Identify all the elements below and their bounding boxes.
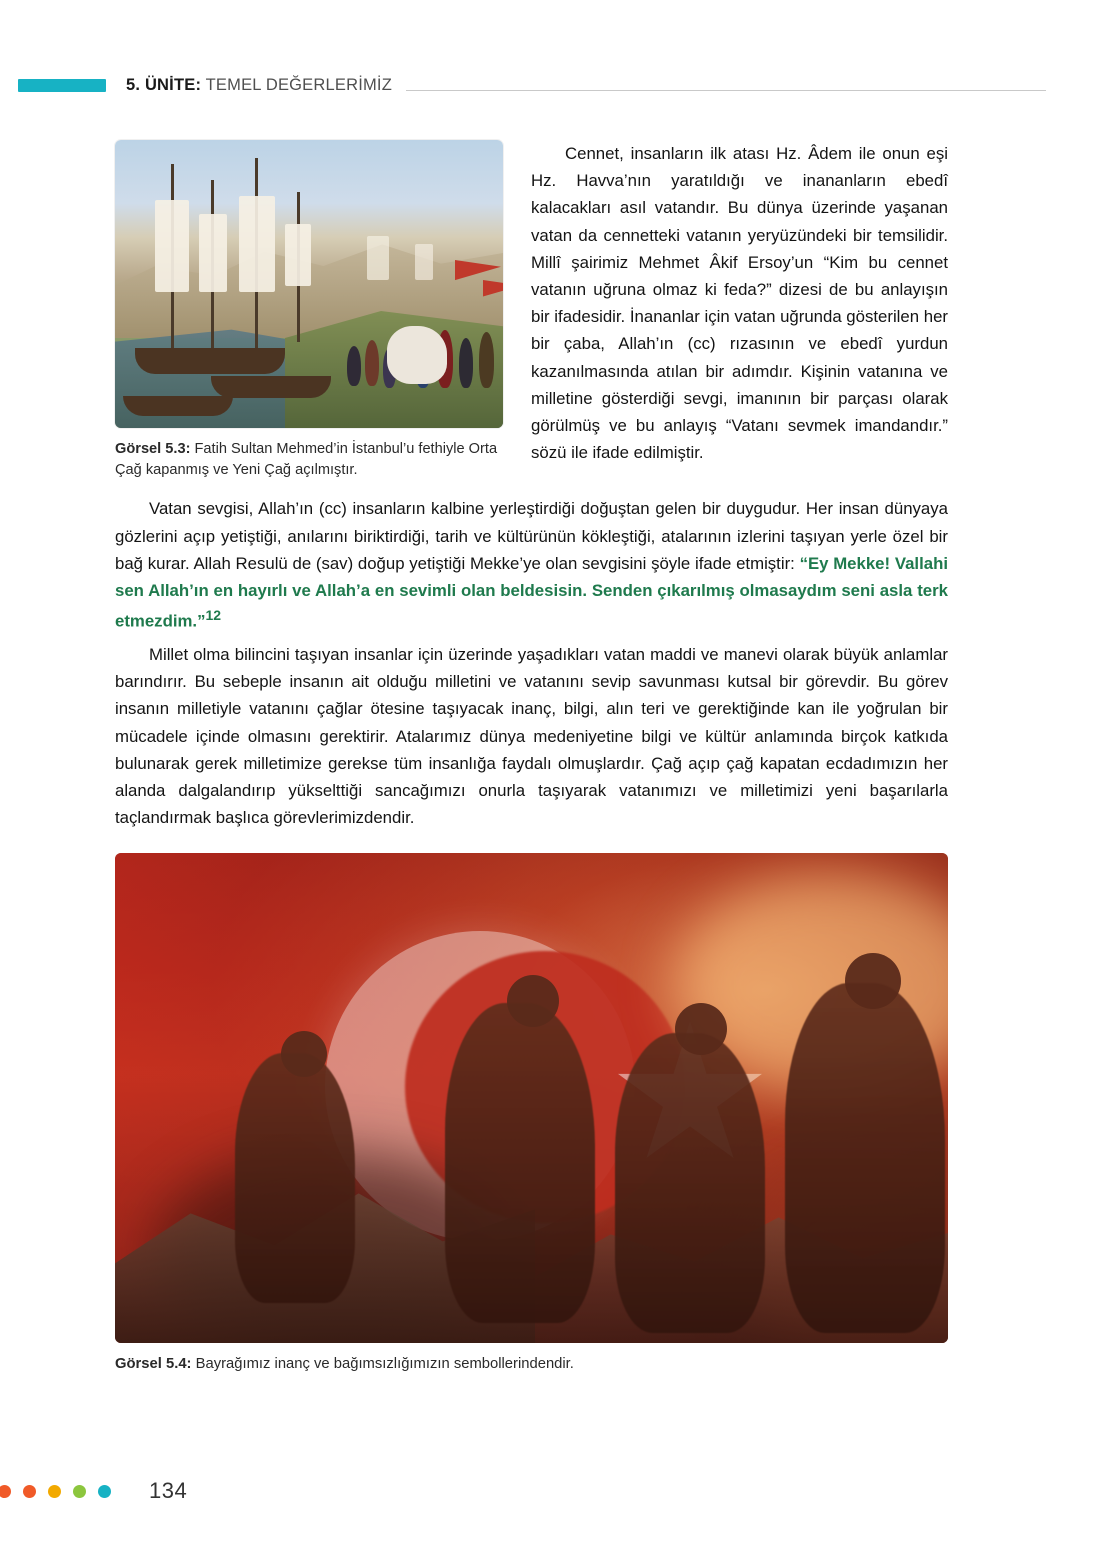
figure-5-3 bbox=[115, 140, 503, 481]
footer-dot-3 bbox=[48, 1485, 61, 1498]
header-accent-bar bbox=[18, 79, 106, 92]
figure-5-3-caption-label: Görsel 5.3: bbox=[115, 441, 191, 457]
figure-5-4-caption-text: Bayrağımız inanç ve bağımsızlığımızın sembollerindendir. bbox=[191, 1356, 574, 1373]
figure-5-3-caption bbox=[115, 439, 503, 481]
flag-composition-illustration bbox=[115, 853, 948, 1343]
hadith-quote: “Ey Mekke! Vallahi sen Allah’ın en hayırlı ve Allah’a en sevimli olan beldesisin. Senden çıkarılmış olmasaydım seni asla terk etmezdim.” bbox=[115, 553, 948, 631]
figure-5-4 bbox=[115, 853, 948, 1372]
figure-5-3-caption-text: Fatih Sultan Mehmed’in İstanbul’u fethiyle Orta Çağ kapanmış ve Yeni Çağ açılmıştır. bbox=[115, 441, 498, 479]
unit-label: 5. ÜNİTE: bbox=[126, 75, 202, 94]
page-content bbox=[115, 140, 948, 1372]
footer-dot-5 bbox=[98, 1485, 111, 1498]
page-header bbox=[0, 72, 1106, 98]
body-text bbox=[115, 495, 948, 831]
figure-5-4-caption bbox=[115, 1356, 948, 1372]
figure-5-4-image bbox=[115, 853, 948, 1343]
paragraph-3: Millet olma bilincini taşıyan insanlar için üzerinde yaşadıkları vatan maddi ve manevi olarak büyük anlamlar barındırır. Bu sebeple insanın ait olduğu milletini ve vatanını sevip savunması kutsal bir görevdir. Bu görev insanın milletiyle vatanını çağlar ötesine taşıyacak inanç, bilgi, alın teri ve gerektiğinde kan ile yoğrulan bir mücadele içinde olmasını gerektirir. Atalarımız dünya medeniyetine bilgi ve kültür anlamında birçok katkıda bulunarak gerek milletimize gerekse tüm insanlığa faydalı olmuşlardır. Çağ açıp çağ kapatan ecdadımızın her alanda dalgalandırıp yükselttiği sancağımızı onurla taşıyarak vatanımızı ve milletimizi yeni başarılarla taçlandırmak başlıca görevlerimizdendir. bbox=[115, 644, 948, 828]
top-block bbox=[115, 140, 948, 481]
paragraph-2-text: Vatan sevgisi, Allah’ın (cc) insanların kalbine yerleştirdiği doğuştan gelen bir duygudur. Her insan dünyaya gözlerini açıp yetiştiği, anılarını biriktirdiği, tarih ve kültürünün kökleştiği, atalarının izlerini taşıyan yerle özel bir bağ kurar. Allah Resulü de (sav) doğup yetiştiği Mekke’ye olan sevgisini şöyle ifade etmiştir: bbox=[115, 499, 948, 573]
header-title bbox=[126, 76, 392, 95]
footer-dot-1 bbox=[0, 1485, 11, 1498]
unit-title: TEMEL DEĞERLERİMİZ bbox=[205, 75, 392, 94]
figure-5-3-image bbox=[115, 140, 503, 428]
page-footer bbox=[0, 1474, 1106, 1508]
intro-paragraph-column bbox=[531, 140, 948, 466]
header-divider bbox=[406, 90, 1046, 91]
paragraph-1: Cennet, insanların ilk atası Hz. Âdem ile onun eşi Hz. Havva’nın yaratıldığı ve inananların ebedî kalacakları asıl vatandır. Bu dünya üzerinde yaşanan vatan da cennetteki vatanın yeryüzündeki bir temsilidir. Millî şairimiz Mehmet Âkif Ersoy’un “Kim bu cennet vatanın uğruna olmaz ki feda?” dizesi de bu anlayışın bir ifadesidir. İnananlar için vatan uğrunda gösterilen her bir çaba, Allah’ın (cc) rızasının ve ebedî yurdun kazanılmasında atılan bir adımdır. Kişinin vatanına ve milletine gösterdiği sevgi, imanının bir parçası olarak görülmüş ve bu anlayış “Vatanı sevmek imandandır.” sözü ile ifade edilmiştir. bbox=[531, 144, 948, 463]
footer-dots bbox=[2, 1485, 111, 1498]
figure-5-4-caption-label: Görsel 5.4: bbox=[115, 1356, 192, 1373]
painting-illustration bbox=[115, 140, 503, 428]
footer-dot-2 bbox=[23, 1485, 36, 1498]
page-number: 134 bbox=[149, 1478, 188, 1503]
paragraph-2 bbox=[115, 495, 948, 635]
footer-dot-4 bbox=[73, 1485, 86, 1498]
footnote-marker: 12 bbox=[205, 607, 222, 624]
